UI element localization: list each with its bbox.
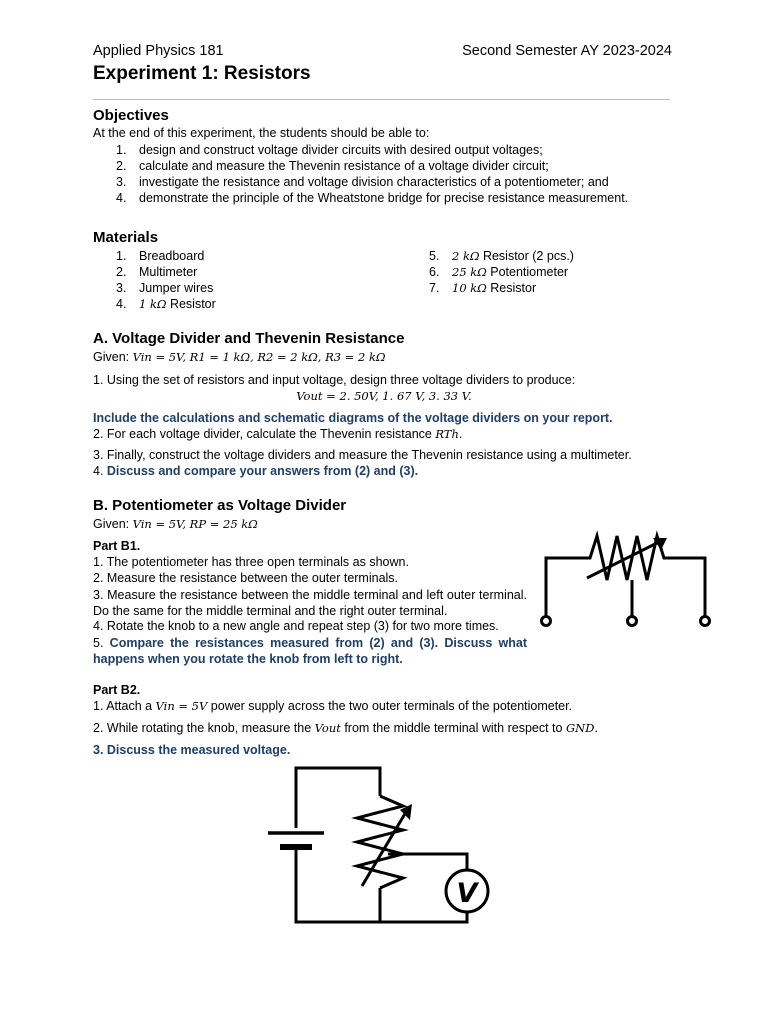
- list-item: 3. investigate the resistance and voltage division characteristics of a potentiometer; and: [116, 175, 609, 189]
- list-item: 6. 25 kΩ Potentiometer: [429, 265, 569, 279]
- b1-step-2: 2. Measure the resistance between the outer terminals.: [93, 571, 399, 585]
- section-a-heading: A. Voltage Divider and Thevenin Resistance: [93, 330, 405, 347]
- course-name: Applied Physics 181: [93, 43, 224, 59]
- potentiometer-diagram: [535, 528, 715, 632]
- list-item: 4. demonstrate the principle of the Wheatstone bridge for precise resistance measurement.: [116, 191, 629, 205]
- objectives-list: [93, 142, 628, 206]
- section-a-step-1: 1. Using the set of resistors and input voltage, design three voltage dividers to produce:: [93, 373, 576, 387]
- b2-step-3: 3. Discuss the measured voltage.: [93, 743, 291, 757]
- b2-step-1: 1. Attach a Vin = 5V power supply across the two outer terminals of the potentiometer.: [93, 699, 573, 713]
- b1-step-4: 4. Rotate the knob to a new angle and repeat step (3) for two more times.: [93, 619, 499, 633]
- section-a-step-3: 3. Finally, construct the voltage dividers and measure the Thevenin resistance using a multimeter.: [93, 448, 632, 462]
- list-item: 4. 1 kΩ Resistor: [116, 297, 216, 311]
- b1-step-5: 5. Compare the resistances measured from (2) and (3). Discuss what happens when you rotate the knob from left to right.: [93, 636, 527, 666]
- list-item: 7. 10 kΩ Resistor: [429, 281, 537, 295]
- section-a-step-2: 2. For each voltage divider, calculate the Thevenin resistance RTh.: [93, 427, 463, 441]
- materials-list-left: [93, 248, 216, 312]
- section-b-heading: B. Potentiometer as Voltage Divider: [93, 497, 347, 514]
- objectives-intro: At the end of this experiment, the students should be able to:: [93, 126, 430, 140]
- b1-step-1: 1. The potentiometer has three open terminals as shown.: [93, 555, 409, 569]
- part-b1-heading: Part B1.: [93, 539, 141, 553]
- part-b2-heading: Part B2.: [93, 683, 141, 697]
- list-item: 3. Jumper wires: [116, 281, 214, 295]
- section-b-given: Given: Vin = 5V, RP = 25 kΩ: [93, 517, 258, 531]
- materials-heading: Materials: [93, 229, 159, 246]
- section-a-step-4: 4. Discuss and compare your answers from (2) and (3).: [93, 464, 419, 478]
- b2-step-2: 2. While rotating the knob, measure the Vout from the middle terminal with respect to GND.: [93, 721, 598, 735]
- section-a-given: Given: Vin = 5V, R1 = 1 kΩ, R2 = 2 kΩ, R3 = 2 kΩ: [93, 350, 386, 364]
- list-item: 2. calculate and measure the Thevenin resistance of a voltage divider circuit;: [116, 159, 549, 173]
- objectives-heading: Objectives: [93, 107, 169, 124]
- b1-step-3: 3. Measure the resistance between the middle terminal and left outer terminal. Do the same for the middle terminal and the right outer terminal.: [93, 588, 527, 618]
- semester-label: Second Semester AY 2023-2024: [462, 43, 672, 59]
- page-title: Experiment 1: Resistors: [93, 63, 311, 84]
- list-item: 2. Multimeter: [116, 265, 198, 279]
- list-item: 1. design and construct voltage divider circuits with desired output voltages;: [116, 143, 543, 157]
- materials-list-right: [406, 248, 574, 296]
- section-a-vout: Vout = 2. 50V, 1. 67 V, 3. 33 V.: [296, 389, 472, 403]
- section-a-note: Include the calculations and schematic diagrams of the voltage dividers on your report.: [93, 411, 613, 425]
- voltage-divider-circuit-diagram: [260, 760, 500, 928]
- divider: [93, 99, 670, 100]
- voltmeter-label: V: [456, 878, 478, 909]
- list-item: 5. 2 kΩ Resistor (2 pcs.): [429, 249, 574, 263]
- list-item: 1. Breadboard: [116, 249, 205, 263]
